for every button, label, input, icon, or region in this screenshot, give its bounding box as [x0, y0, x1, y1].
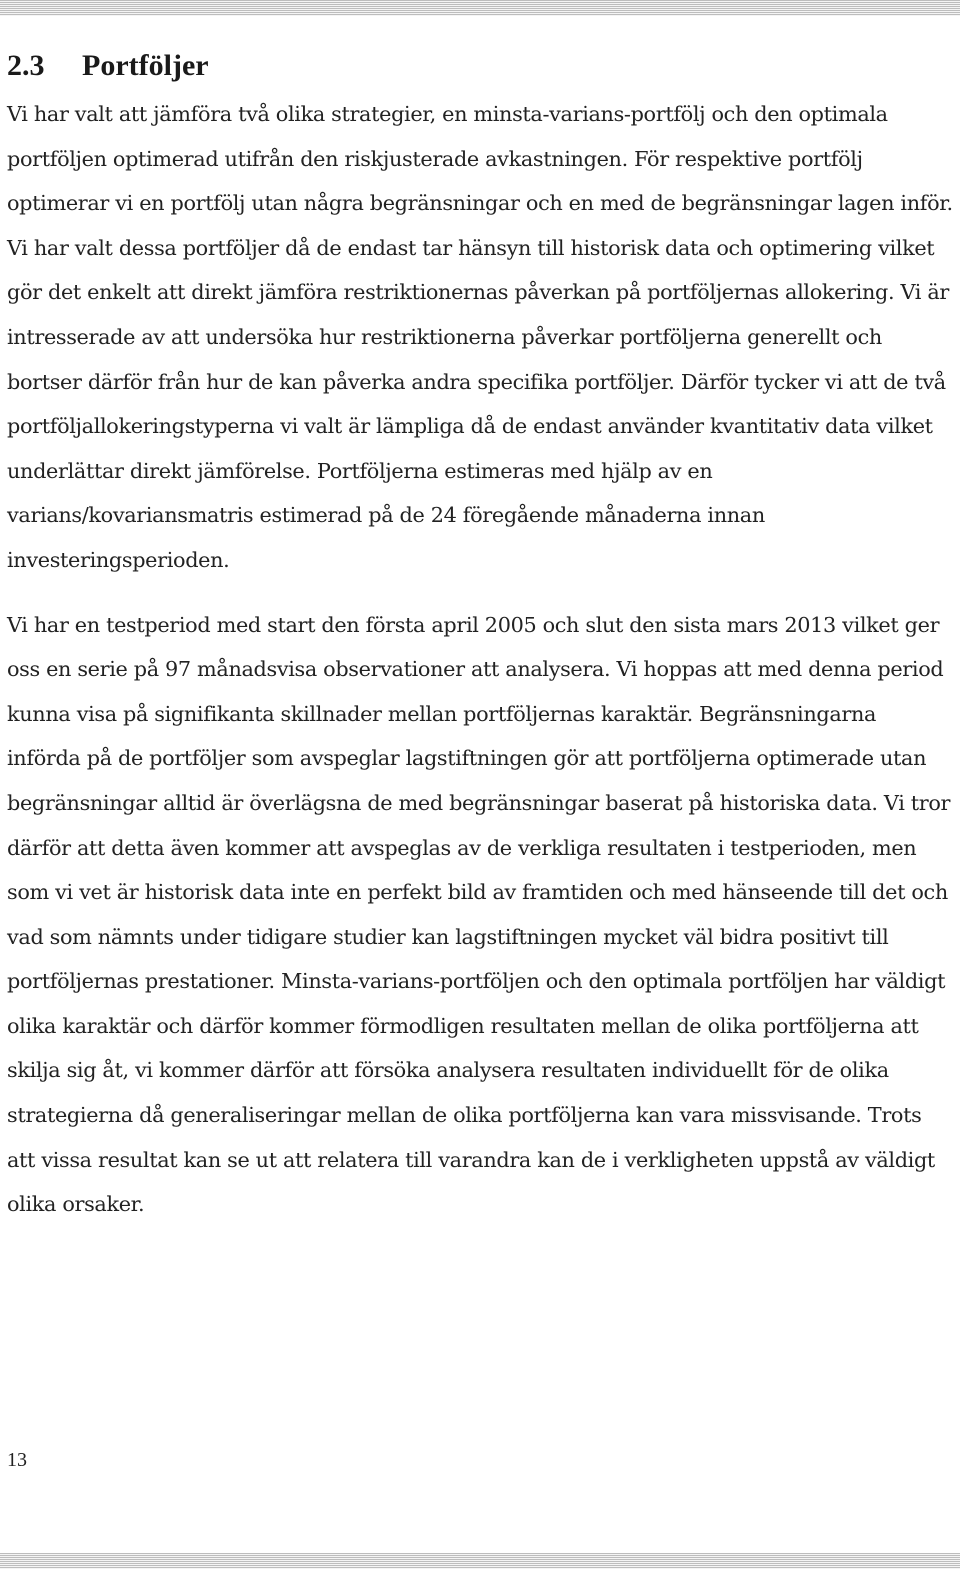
section-number: 2.3: [7, 49, 45, 82]
page-top-border: [0, 0, 960, 16]
page-number: 13: [7, 1449, 27, 1471]
body-paragraph-2: Vi har en testperiod med start den första april 2005 och slut den sista mars 2013 vilket ger oss en serie på 97 månadsvisa observationer att analysera. Vi hoppas att med denna period kunna visa på signifikanta skillnader mellan portföljernas karaktär. Begränsningarna införda på de portföljer som avspeglar lagstiftningen gör att portföljerna optimerade utan begränsningar alltid är överlägsna de med begränsningar baserat på historiska data. Vi tror därför att detta även kommer att avspeglas av de verkliga resultaten i testperioden, men som vi vet är historisk data inte en perfekt bild av framtiden och med hänseende till det och vad som nämnts under tidigare studier kan lagstiftningen mycket väl bidra positivt till portföljernas prestationer. Minsta-varians-portföljen och den optimala portföljen har väldigt olika karaktär och därför kommer förmodligen resultaten mellan de olika portföljerna att skilja sig åt, vi kommer därför att försöka analysera resultaten individuellt för de olika strategierna då generaliseringar mellan de olika portföljerna kan vara missvisande. Trots att vissa resultat kan se ut att relatera till varandra kan de i verkligheten uppstå av väldigt olika orsaker.: [7, 612, 951, 1217]
page-content: [7, 40, 955, 1227]
page-bottom-border: [0, 1553, 960, 1569]
body-paragraph-1: Vi har valt att jämföra två olika strategier, en minsta-varians-portfölj och den optimala portföljen optimerad utifrån den riskjusterade avkastningen. För respektive portfölj optimerar vi en portfölj utan några begränsningar och en med de begränsningar lagen inför. Vi har valt dessa portföljer då de endast tar hänsyn till historisk data och optimering vilket gör det enkelt att direkt jämföra restriktionernas påverkan på portföljernas allokering. Vi är intresserade av att undersöka hur restriktionerna påverkar portföljerna generellt och bortser därför från hur de kan påverka andra specifika portföljer. Därför tycker vi att de två portföljallokeringstyperna vi valt är lämpliga då de endast använder kvantitativ data vilket underlättar direkt jämförelse. Portföljerna estimeras med hjälp av en varians/kovariansmatris estimerad på de 24 föregående månaderna innan investeringsperioden.: [7, 102, 953, 572]
section-title: Portföljer: [82, 49, 209, 82]
section-heading: [7, 40, 955, 92]
